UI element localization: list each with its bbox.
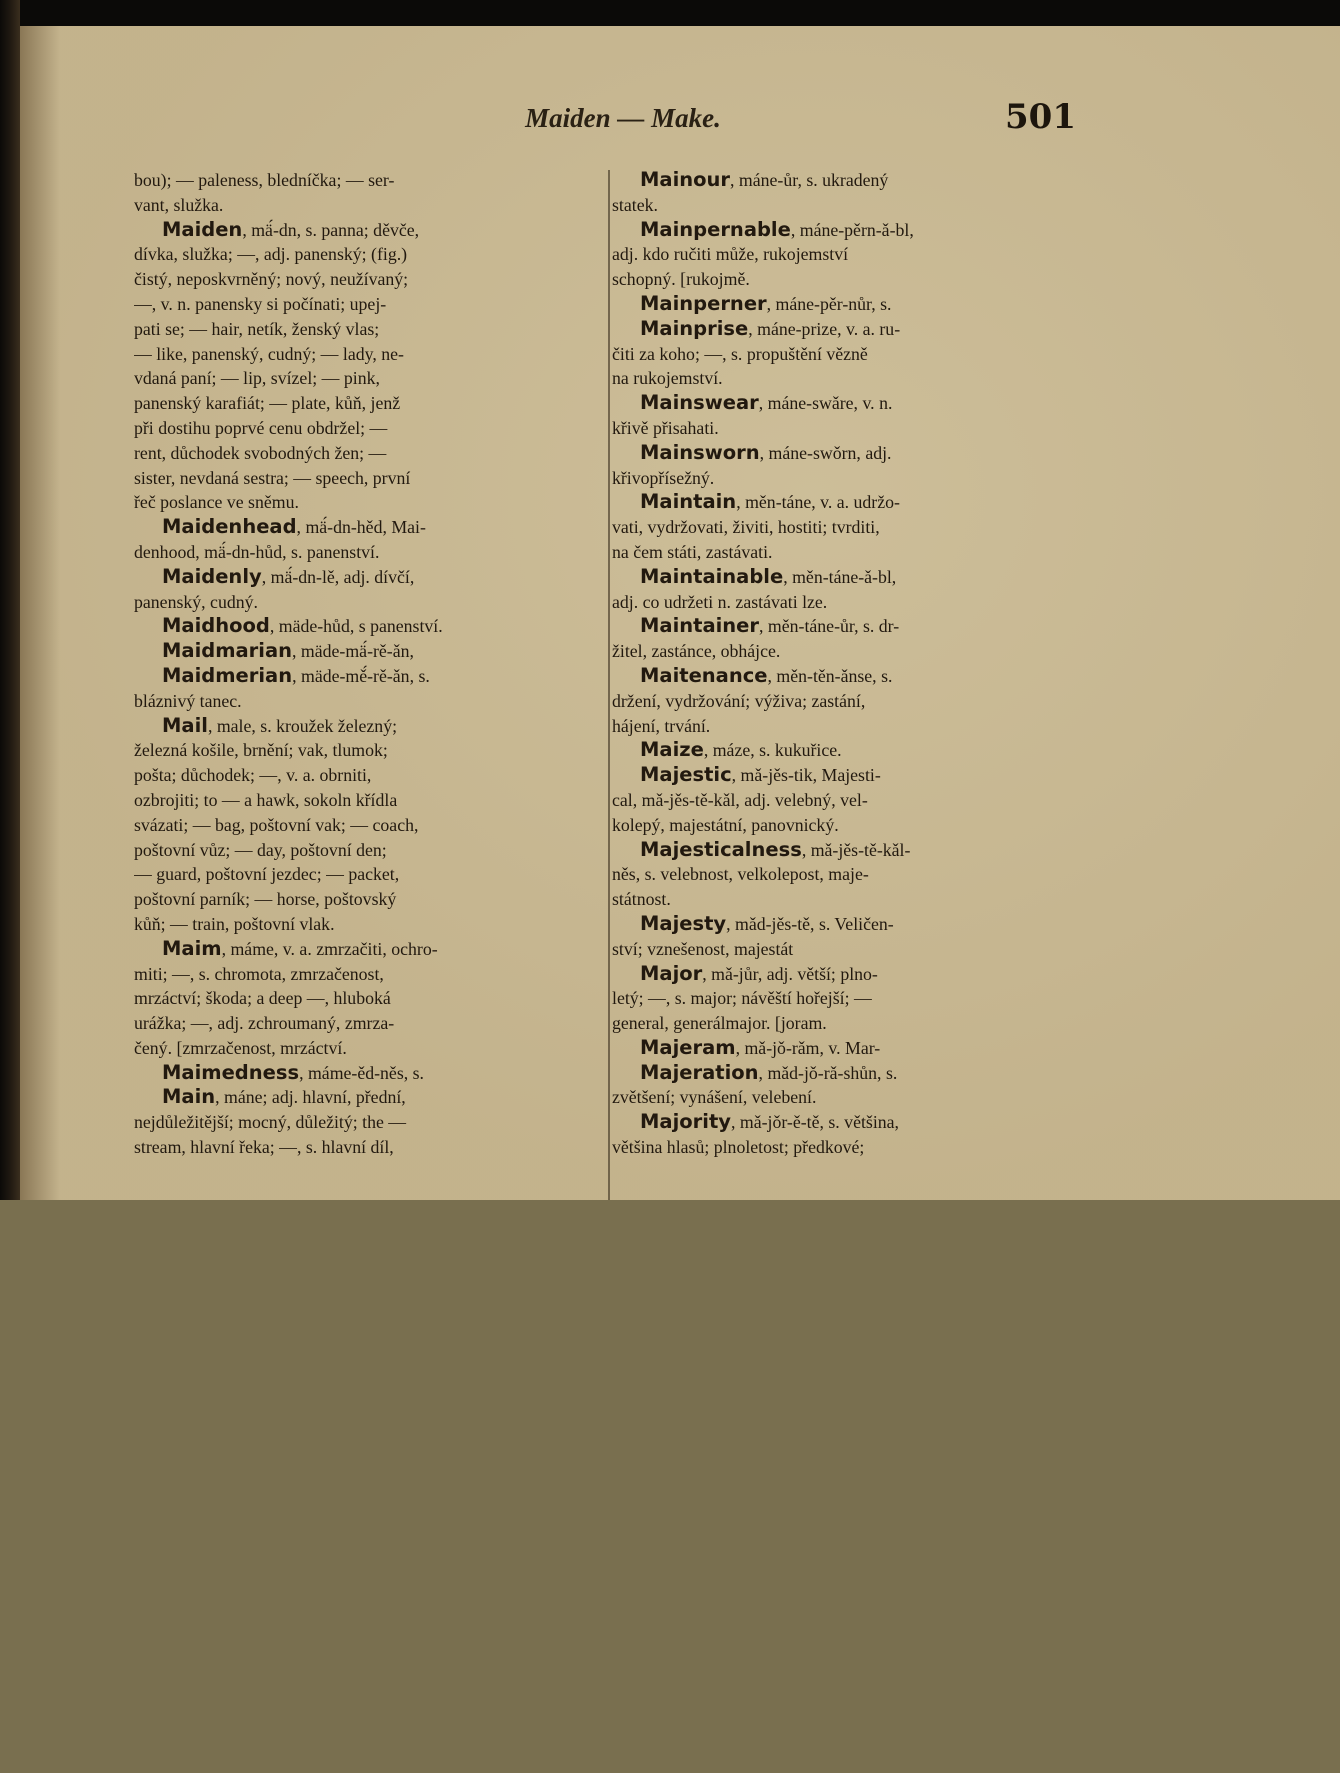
entry-line: křivopřísežný. bbox=[612, 467, 715, 488]
headword: Mainswear bbox=[640, 391, 759, 415]
entry-line: panenský karafiát; — plate, kůň, jenž bbox=[134, 393, 401, 414]
entry-line: Majesty, mǎd-jěs-tě, s. Veličen- bbox=[640, 911, 894, 935]
entry-line: Maim, máme, v. a. zmrzačiti, ochro- bbox=[162, 936, 438, 960]
headword: Maintainable bbox=[640, 564, 784, 588]
entry-line: — like, panenský, cudný; — lady, ne- bbox=[134, 343, 404, 364]
headword: Maintainer bbox=[640, 614, 760, 638]
entry-line: panenský, cudný. bbox=[134, 591, 258, 612]
headword: Maitenance bbox=[640, 663, 768, 687]
headword: Mainour bbox=[640, 168, 731, 191]
entry-line: bou); — paleness, bledníčka; — ser- bbox=[134, 170, 395, 190]
entry-line: něs, s. velebnost, velkolepost, maje- bbox=[612, 864, 869, 885]
scan-top-border bbox=[0, 0, 1340, 28]
entry-line: adj. kdo ručiti může, rukojemství bbox=[612, 244, 849, 265]
entry-line: Majesticalness, mǎ-jěs-tě-kǎl- bbox=[640, 837, 911, 861]
headword: Maidmarian bbox=[162, 639, 293, 663]
entry-line: svázati; — bag, poštovní vak; — coach, bbox=[134, 814, 419, 835]
entry-line: Majestic, mǎ-jěs-tik, Majesti- bbox=[640, 763, 881, 787]
entry-line: Maidenhead, mä́-dn-hěd, Mai- bbox=[162, 515, 426, 539]
headword: Majeram bbox=[640, 1035, 736, 1059]
headword: Mainpernable bbox=[640, 217, 791, 241]
headword: Mainsworn bbox=[640, 440, 760, 464]
entry-line: cal, mǎ-jěs-tě-kǎl, adj. velebný, vel- bbox=[612, 789, 868, 810]
headword: Maimedness bbox=[162, 1060, 300, 1084]
headword: Maidenly bbox=[162, 564, 262, 588]
entry-line: žitel, zastánce, obhájce. bbox=[612, 641, 781, 662]
entry-line: čený. [zmrzačenost, mrzáctví. bbox=[134, 1037, 347, 1058]
entry-line: Maidhood, mäde-hůd, s panenství. bbox=[162, 614, 443, 638]
headword: Majeration bbox=[640, 1060, 759, 1084]
headword: Maim bbox=[162, 936, 222, 960]
entry-line: Majority, mǎ-jǒr-ě-tě, s. většina, bbox=[640, 1110, 899, 1134]
scan-left-edge bbox=[0, 0, 20, 1200]
entry-line: Main, máne; adj. hlavní, přední, bbox=[162, 1085, 406, 1109]
entry-line: Mainsworn, máne-swǒrn, adj. bbox=[640, 440, 892, 464]
entry-line: Maimedness, máme-ěd-něs, s. bbox=[162, 1060, 424, 1084]
entry-line: poštovní vůz; — day, poštovní den; bbox=[134, 839, 387, 860]
entry-line: sister, nevdaná sestra; — speech, první bbox=[134, 467, 411, 488]
entry-line: Maitenance, měn-těn-ǎnse, s. bbox=[640, 663, 893, 687]
left-column bbox=[134, 168, 600, 1160]
entry-line: letý; —, s. major; návěští hořejší; — bbox=[612, 988, 872, 1009]
entry-line: — guard, poštovní jezdec; — packet, bbox=[134, 864, 400, 885]
entry-line: Mail, male, s. kroužek železný; bbox=[162, 713, 398, 737]
entry-line: pati se; — hair, netík, ženský vlas; bbox=[134, 318, 380, 339]
entry-line: Mainpernable, máne-pěrn-ǎ-bl, bbox=[640, 217, 914, 241]
entry-line: ozbrojiti; to — a hawk, sokoln křídla bbox=[134, 789, 398, 810]
entry-line: čistý, neposkvrněný; nový, neužívaný; bbox=[134, 269, 409, 290]
headword: Major bbox=[640, 961, 703, 985]
headword: Maiden bbox=[162, 217, 243, 241]
entry-line: Maidmerian, mäde-mě́-rě-ǎn, s. bbox=[162, 663, 430, 687]
right-column bbox=[612, 168, 1078, 1160]
entry-line: miti; —, s. chromota, zmrzačenost, bbox=[134, 963, 384, 984]
entry-line: vant, služka. bbox=[134, 194, 224, 215]
entry-line: hájení, trvání. bbox=[612, 715, 711, 736]
entry-line: Maidenly, mä́-dn-lě, adj. dívčí, bbox=[162, 564, 415, 588]
headword: Main bbox=[162, 1085, 216, 1109]
entry-line: Maintain, měn-táne, v. a. udržo- bbox=[640, 490, 900, 514]
headword: Maize bbox=[640, 738, 704, 762]
headword: Maintain bbox=[640, 490, 737, 514]
headword: Majesticalness bbox=[640, 837, 802, 861]
entry-line: při dostihu poprvé cenu obdržel; — bbox=[134, 417, 388, 438]
entry-line: mrzáctví; škoda; a deep —, hluboká bbox=[134, 988, 391, 1009]
page-number: 501 bbox=[1005, 97, 1076, 137]
column-divider bbox=[608, 170, 610, 1200]
entry-line: železná košile, brnění; vak, tlumok; bbox=[134, 740, 388, 761]
entry-line: vati, vydržovati, živiti, hostiti; tvrditi, bbox=[612, 517, 880, 538]
entry-line: kolepý, majestátní, panovnický. bbox=[612, 814, 839, 835]
entry-line: poštovní parník; — horse, poštovský bbox=[134, 889, 397, 910]
entry-line: držení, vydržování; výživa; zastání, bbox=[612, 690, 866, 711]
entry-line: Major, mǎ-jůr, adj. větší; plno- bbox=[640, 961, 878, 985]
entry-line: zvětšení; vynášení, velebení. bbox=[612, 1087, 817, 1108]
entry-line: Maintainable, měn-táne-ǎ-bl, bbox=[640, 564, 897, 588]
entry-line: Mainprise, máne-prize, v. a. ru- bbox=[640, 316, 901, 340]
headword: Maidhood bbox=[162, 614, 270, 638]
entry-line: na rukojemství. bbox=[612, 368, 723, 389]
entry-line: Maintainer, měn-táne-ůr, s. dr- bbox=[640, 614, 900, 638]
entry-line: Mainperner, máne-pěr-nůr, s. bbox=[640, 291, 892, 315]
entry-line: Majeration, mǎd-jǒ-rǎ-shůn, s. bbox=[640, 1060, 898, 1084]
entry-line: státnost. bbox=[612, 889, 671, 910]
entry-line: adj. co udržeti n. zastávati lze. bbox=[612, 591, 828, 612]
entry-line: —, v. n. panensky si počínati; upej- bbox=[134, 293, 387, 314]
entry-line: kůň; — train, poštovní vlak. bbox=[134, 913, 335, 934]
headword: Maidenhead bbox=[162, 515, 297, 539]
headword: Mainperner bbox=[640, 291, 767, 315]
entry-line: Maiden, mä́-dn, s. panna; děvče, bbox=[162, 217, 420, 241]
entry-line: na čem státi, zastávati. bbox=[612, 541, 773, 562]
cropped-lower-area bbox=[0, 1200, 1340, 1773]
entry-line: pošta; důchodek; —, v. a. obrniti, bbox=[134, 765, 372, 786]
running-head: Maiden — Make. bbox=[525, 103, 721, 133]
entry-line: statek. bbox=[612, 194, 658, 215]
entry-line: dívka, služka; —, adj. panenský; (fig.) bbox=[134, 244, 408, 265]
entry-line: nejdůležitější; mocný, důležitý; the — bbox=[134, 1112, 407, 1133]
entry-line: schopný. [rukojmě. bbox=[612, 269, 750, 290]
entry-line: většina hlasů; plnoletost; předkové; bbox=[612, 1137, 865, 1158]
entry-line: čiti za koho; —, s. propuštění vězně bbox=[612, 343, 868, 364]
entry-line: Maize, máze, s. kukuřice. bbox=[640, 738, 842, 762]
headword: Mainprise bbox=[640, 316, 749, 340]
entry-line: urážka; —, adj. zchroumaný, zmrza- bbox=[134, 1013, 395, 1034]
entry-line: Majeram, mǎ-jǒ-rǎm, v. Mar- bbox=[640, 1035, 881, 1059]
entry-line: stream, hlavní řeka; —, s. hlavní díl, bbox=[134, 1137, 394, 1158]
entry-line: Mainour, máne-ůr, s. ukradený bbox=[640, 168, 889, 191]
headword: Majesty bbox=[640, 911, 727, 935]
entry-line: denhood, mä́-dn-hůd, s. panenství. bbox=[134, 541, 380, 562]
entry-line: rent, důchodek svobodných žen; — bbox=[134, 442, 387, 463]
headword: Maidmerian bbox=[162, 663, 293, 687]
entry-line: ství; vznešenost, majestát bbox=[612, 938, 794, 959]
gutter-shadow bbox=[20, 26, 60, 1200]
entry-line: general, generálmajor. [joram. bbox=[612, 1013, 827, 1034]
headword: Mail bbox=[162, 713, 208, 737]
entry-line: řeč poslance ve sněmu. bbox=[134, 492, 299, 513]
entry-line: bláznivý tanec. bbox=[134, 690, 242, 711]
entry-line: vdaná paní; — lip, svízel; — pink, bbox=[134, 368, 380, 389]
entry-line: křivě přisahati. bbox=[612, 417, 719, 438]
headword: Majority bbox=[640, 1110, 731, 1134]
entry-line: Mainswear, máne-swǎre, v. n. bbox=[640, 391, 893, 415]
headword: Majestic bbox=[640, 763, 732, 787]
entry-line: Maidmarian, mäde-mä́-rě-ǎn, bbox=[162, 639, 414, 663]
